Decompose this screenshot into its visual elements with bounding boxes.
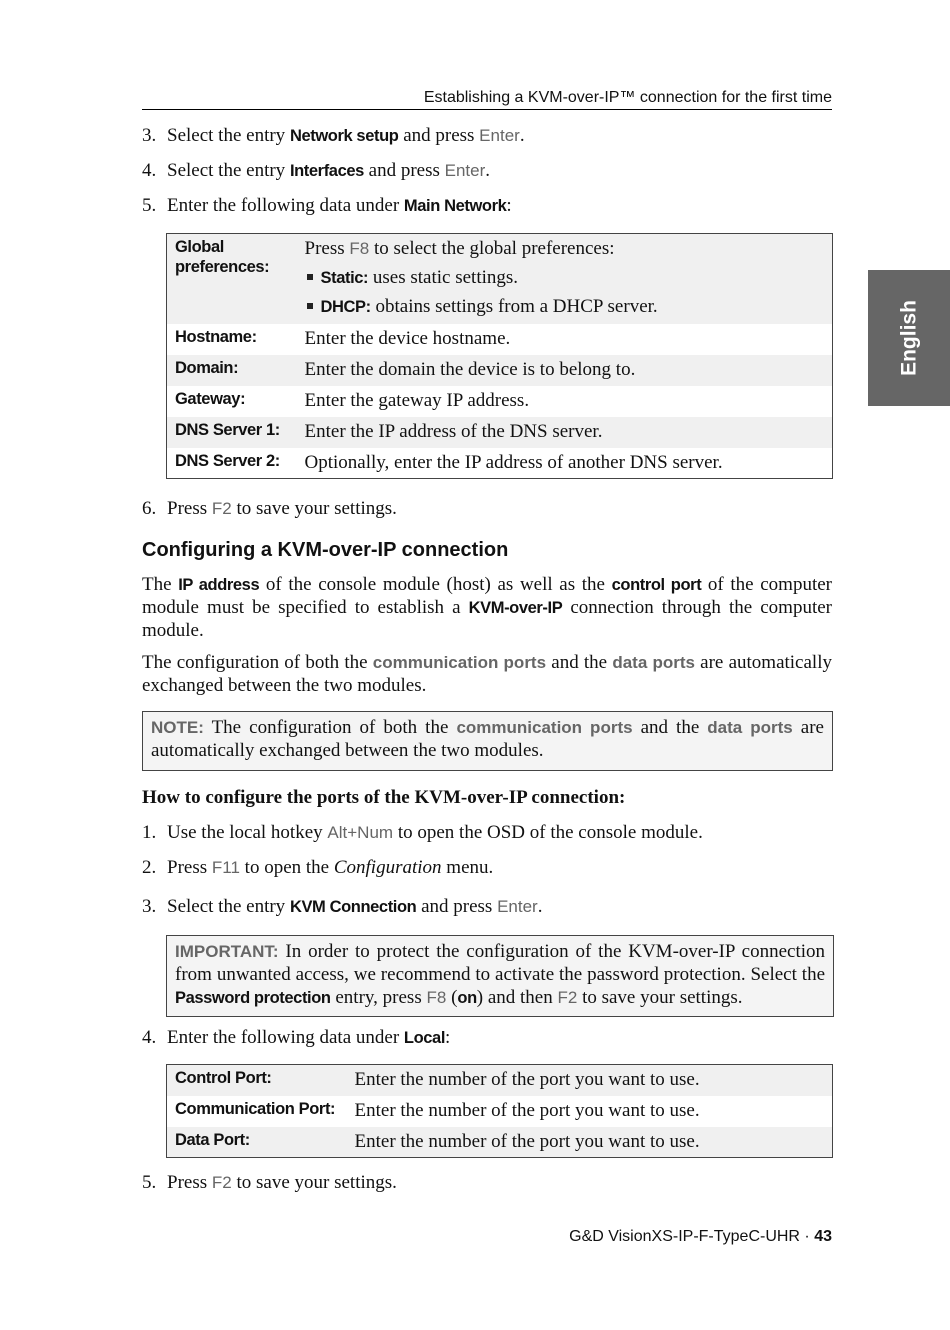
row-term: Domain: — [167, 355, 297, 386]
step-number: 2. — [142, 857, 157, 878]
key-name: Enter — [444, 161, 486, 180]
table-row — [167, 324, 833, 355]
step-number: 4. — [142, 1027, 157, 1048]
key-name: F2 — [557, 987, 578, 1007]
step-text: : — [506, 195, 512, 216]
term: data ports — [707, 718, 793, 737]
page-number: 43 — [814, 1228, 832, 1245]
list-item — [142, 195, 832, 218]
step-number: 1. — [142, 822, 157, 843]
row-desc: Enter the gateway IP address. — [304, 389, 530, 411]
note-label: NOTE: — [151, 718, 204, 737]
row-desc: Enter the number of the port you want to use. — [354, 1099, 700, 1121]
desc-text: to select the global preferences: — [369, 238, 615, 259]
running-header: Establishing a KVM-over-IP™ connection for the first time — [142, 88, 832, 110]
paragraph: The configuration of both the communication ports and the data ports are automatically exchanged between the two modules. — [142, 652, 832, 696]
product-name: G&D VisionXS-IP-F-TypeC-UHR · — [569, 1228, 815, 1245]
step-text: . — [519, 125, 525, 146]
paragraph: The IP address of the console module (host) as well as the control port of the computer module must be specified to establish a KVM-over-IP connection through the computer module. — [142, 574, 833, 641]
row-desc: Enter the number of the port you want to use. — [347, 1065, 833, 1096]
list-item: 3. Select the entry KVM Connection and press Enter. — [142, 896, 543, 917]
table-row — [167, 1096, 833, 1127]
option-list — [305, 267, 825, 319]
menu-term: Main Network — [403, 197, 507, 215]
key-name: F11 — [211, 858, 240, 877]
list-item — [142, 160, 832, 183]
row-term: Control Port: — [167, 1065, 347, 1096]
term: communication ports — [372, 653, 547, 672]
row-desc: Enter the domain the device is to belong to. — [297, 355, 833, 386]
term-global-preferences: Global preferences: — [167, 234, 297, 325]
step-number: 4. — [142, 160, 157, 181]
step-text: . — [485, 160, 491, 181]
option-term: Static: — [320, 268, 369, 287]
table-row — [167, 234, 833, 325]
important-label: IMPORTANT: — [175, 942, 279, 961]
list-item: 1. Use the local hotkey Alt+Num to open the OSD of the console module. — [142, 822, 703, 843]
step-text: Select the entry — [167, 125, 290, 146]
main-network-table — [166, 233, 833, 479]
option-desc: uses static settings. — [368, 266, 519, 288]
list-item — [305, 296, 825, 319]
language-tab-label: English — [897, 300, 921, 376]
step-number: 6. — [142, 498, 157, 519]
row-term: DNS Server 1: — [167, 417, 297, 448]
list-item — [142, 498, 832, 521]
menu-name: Configuration — [333, 857, 442, 878]
list-item: 5. Press F2 to save your settings. — [142, 1172, 397, 1193]
list-item — [305, 267, 825, 290]
step-text: to save your settings. — [231, 498, 397, 519]
table-row — [167, 1065, 833, 1096]
option-term: DHCP: — [320, 297, 371, 316]
list-item — [142, 125, 832, 148]
step-text: Press — [167, 498, 212, 519]
bullet-icon — [307, 303, 313, 309]
row-desc: Optionally, enter the IP address of another DNS server. — [304, 451, 723, 473]
step-number: 5. — [142, 195, 157, 216]
table-row — [167, 386, 833, 417]
step-text: Select the entry — [167, 160, 290, 181]
key-name: F2 — [211, 499, 232, 518]
key-name: F8 — [426, 987, 447, 1007]
term: data ports — [612, 653, 695, 672]
note-box: NOTE: The configuration of both the communication ports and the data ports are automatically exchanged between the two modules. — [142, 711, 833, 771]
term: control port — [611, 576, 702, 594]
key-name: Alt+Num — [327, 823, 394, 842]
bullet-icon — [307, 274, 313, 280]
key-name: F2 — [211, 1173, 232, 1192]
step-text: Enter the following data under — [167, 195, 404, 216]
menu-term: KVM Connection — [289, 898, 417, 916]
row-term: Hostname: — [175, 328, 257, 347]
row-desc: Enter the number of the port you want to use. — [347, 1127, 833, 1158]
term: Password protection — [175, 988, 331, 1007]
table-row — [167, 355, 833, 386]
step-number: 3. — [142, 896, 157, 917]
row-desc: Enter the IP address of the DNS server. — [297, 417, 833, 448]
menu-term: Network setup — [289, 127, 399, 145]
desc-global-preferences — [297, 234, 833, 325]
term: IP address — [178, 576, 260, 594]
key-name: F8 — [349, 239, 370, 258]
language-tab[interactable] — [868, 270, 950, 406]
menu-term: Local — [403, 1029, 446, 1047]
step-text: and press — [398, 125, 480, 146]
row-term: Data Port: — [167, 1127, 347, 1158]
option-desc: obtains settings from a DHCP server. — [370, 295, 658, 317]
procedure-heading: How to configure the ports of the KVM-over-IP connection: — [142, 787, 626, 808]
key-name: Enter — [497, 897, 538, 916]
menu-term: Interfaces — [289, 162, 364, 180]
term: on — [457, 988, 477, 1007]
step-text: and press — [363, 160, 445, 181]
row-desc: Enter the device hostname. — [304, 328, 511, 350]
table-row — [167, 417, 833, 448]
table-row — [167, 448, 833, 479]
section-title: Configuring a KVM-over-IP connection — [142, 539, 509, 561]
table-row — [167, 1127, 833, 1158]
important-box: IMPORTANT: In order to protect the configuration of the KVM-over-IP connection from unwanted access, we recommend to activate the password protection. Select the Password protection entry, press F8 (on) and then F2 to save your settings. — [166, 935, 834, 1017]
row-term: Communication Port: — [175, 1099, 336, 1118]
local-ports-table — [166, 1064, 833, 1158]
list-item: 4. Enter the following data under Local: — [142, 1027, 451, 1048]
term: KVM-over-IP — [468, 598, 563, 617]
step-number: 3. — [142, 125, 157, 146]
row-term: Gateway: — [175, 389, 246, 408]
term: communication ports — [456, 718, 633, 737]
step-number: 5. — [142, 1172, 157, 1193]
list-item: 2. Press F11 to open the Configuration menu. — [142, 857, 494, 878]
key-name: Enter — [479, 126, 520, 145]
row-term: DNS Server 2: — [175, 451, 280, 470]
desc-text: Press — [304, 238, 350, 259]
page-footer — [142, 1227, 832, 1246]
